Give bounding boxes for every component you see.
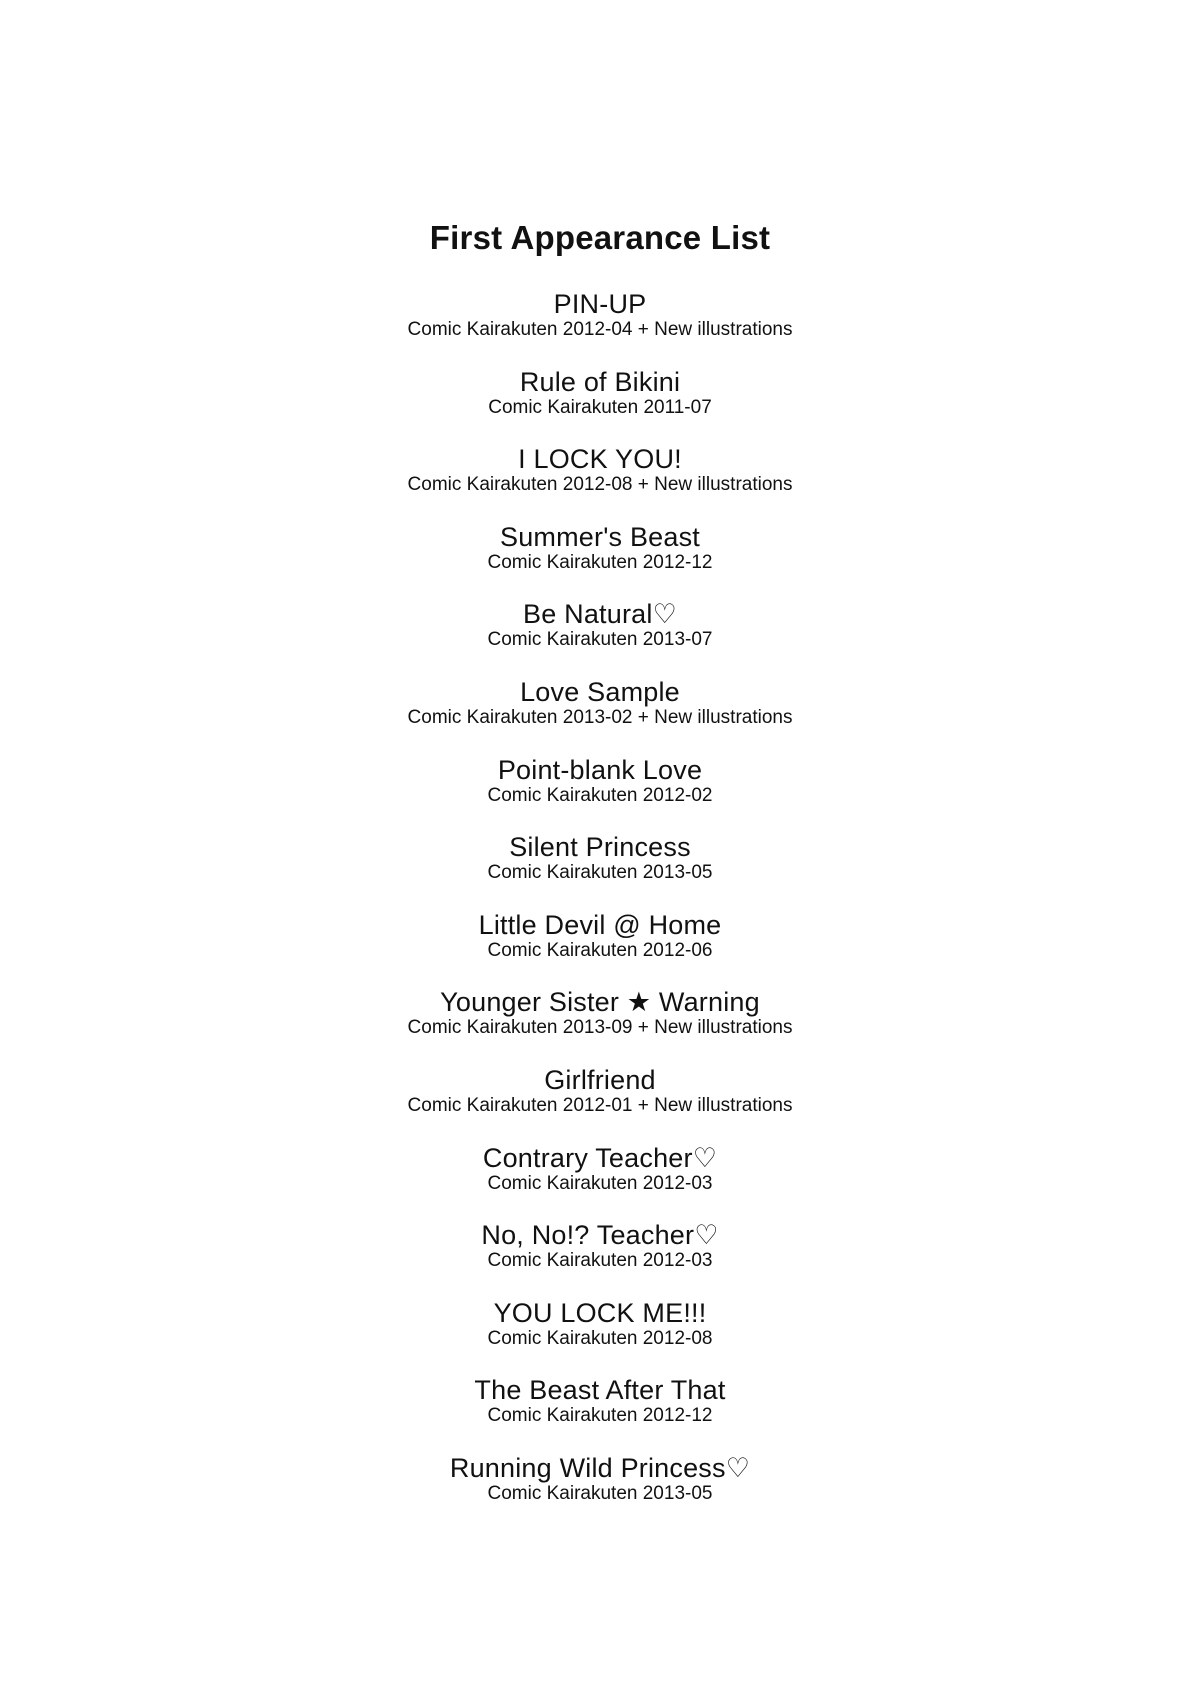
entry-source: Comic Kairakuten 2013-05 (487, 1482, 713, 1504)
entry-title: YOU LOCK ME!!! (493, 1297, 707, 1328)
entry-source: Comic Kairakuten 2013-09 + New illustrations (407, 1017, 793, 1039)
page-title: First Appearance List (429, 219, 771, 257)
entry-source: Comic Kairakuten 2012-04 + New illustrations (407, 319, 793, 340)
entry-title: PIN-UP (553, 289, 647, 319)
list-item (0, 986, 1200, 1064)
entry-source: Comic Kairakuten 2011-07 (488, 396, 712, 418)
entry-title: Younger Sister ★ Warning (440, 987, 760, 1018)
list-item (0, 754, 1200, 832)
list-item (0, 1219, 1200, 1297)
list-item (0, 1452, 1200, 1530)
entry-title: Running Wild Princess♡ (449, 1452, 751, 1483)
entry-title: Girlfriend (544, 1064, 656, 1095)
entry-title: Contrary Teacher♡ (482, 1142, 718, 1173)
entry-source: Comic Kairakuten 2013-07 (487, 629, 713, 651)
entry-title: Summer's Beast (499, 521, 700, 552)
entry-source: Comic Kairakuten 2012-06 (487, 939, 713, 961)
entry-title: I LOCK YOU! (518, 444, 682, 475)
entry-title: Point-blank Love (497, 754, 703, 785)
list-item (0, 288, 1200, 366)
list-item (0, 443, 1200, 521)
list-item (0, 1064, 1200, 1142)
entry-title: No, No!? Teacher♡ (481, 1220, 719, 1251)
entry-source: Comic Kairakuten 2012-12 (487, 551, 713, 573)
entry-title: Rule of Bikini (519, 366, 681, 397)
entry-title: Silent Princess (509, 832, 691, 863)
list-item (0, 831, 1200, 909)
list-item (0, 366, 1200, 444)
entry-title: Little Devil @ Home (478, 909, 722, 940)
list-item (0, 1374, 1200, 1452)
list-item (0, 1297, 1200, 1375)
entry-source: Comic Kairakuten 2012-02 (487, 784, 713, 806)
entry-source: Comic Kairakuten 2012-08 (487, 1327, 713, 1349)
entry-source: Comic Kairakuten 2012-01 + New illustrations (407, 1094, 793, 1116)
entry-source: Comic Kairakuten 2013-05 (487, 862, 713, 884)
entry-source: Comic Kairakuten 2012-03 (487, 1172, 713, 1194)
list-item (0, 1142, 1200, 1220)
list-item (0, 598, 1200, 676)
list-item (0, 909, 1200, 987)
list-item (0, 521, 1200, 599)
entry-source: Comic Kairakuten 2013-02 + New illustrations (407, 706, 793, 728)
entry-source: Comic Kairakuten 2012-03 (487, 1250, 713, 1272)
entry-title: Be Natural♡ (523, 599, 677, 630)
entry-title: Love Sample (520, 676, 680, 707)
entry-source: Comic Kairakuten 2012-08 + New illustrations (407, 474, 793, 496)
entry-title: The Beast After That (474, 1375, 726, 1406)
appearance-list (0, 288, 1200, 1530)
list-item (0, 676, 1200, 754)
entry-source: Comic Kairakuten 2012-12 (487, 1405, 713, 1427)
